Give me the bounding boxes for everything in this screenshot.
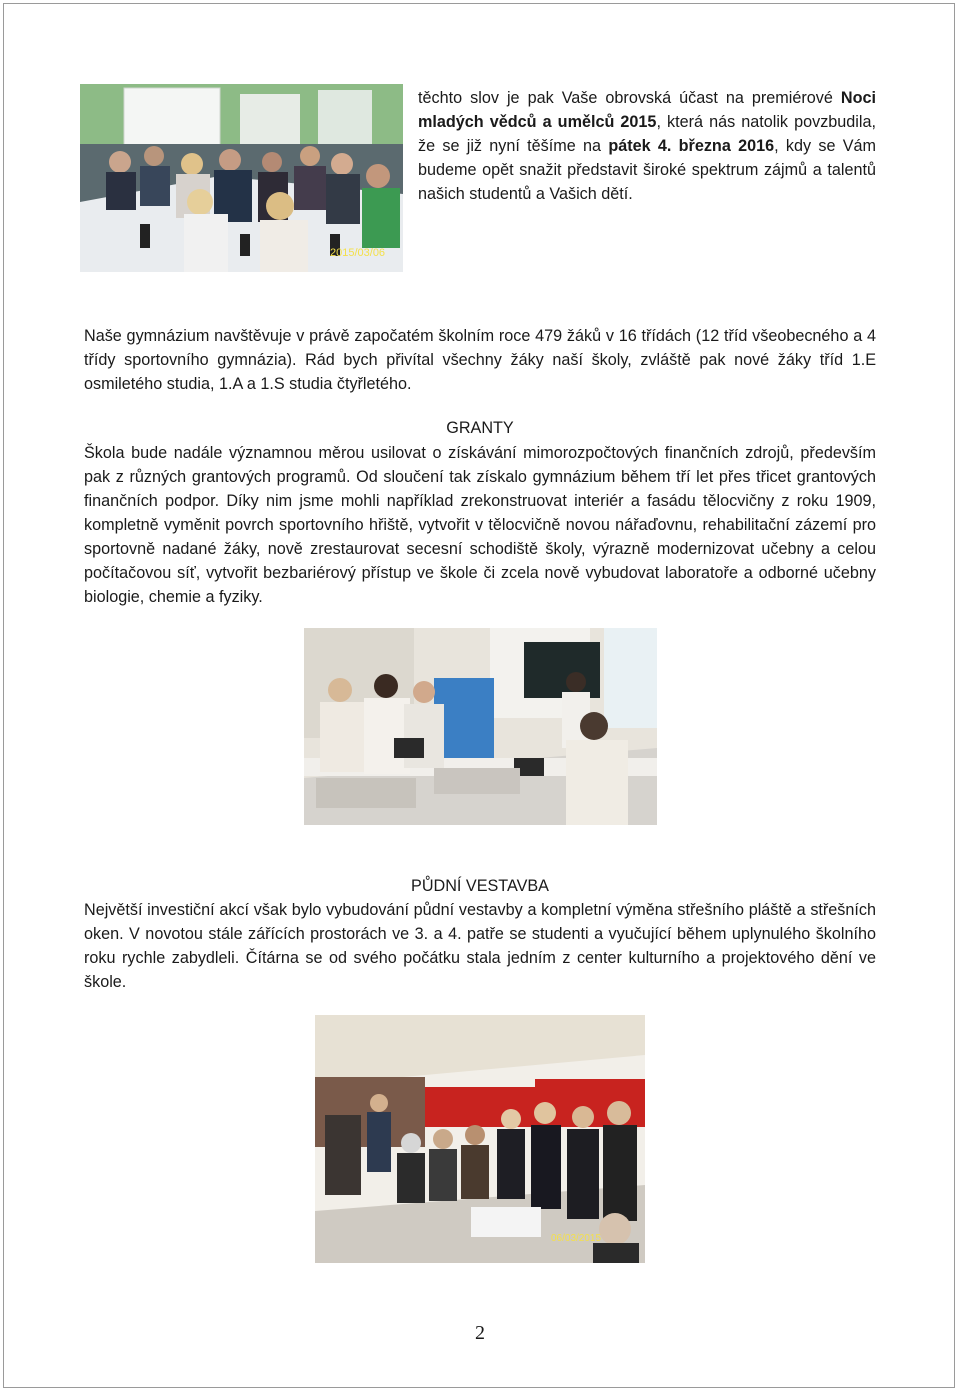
granty-heading: GRANTY (446, 419, 514, 437)
event-name: Noci mladých vědců a umělců 2015 (418, 89, 876, 131)
photo-chemistry-lab (304, 628, 657, 825)
photo-microscope-class-drawing (80, 84, 403, 272)
photo-chemistry-lab-drawing (304, 628, 657, 825)
vestavba-heading: PŮDNÍ VESTAVBA (411, 877, 549, 895)
students-paragraph: Naše gymnázium navštěvuje v právě započatém školním roce 479 žáků v 16 třídách (12 tříd všeobecného a 4 třídy sportovního gymnázia). Rád bych přivítal všechny žáky naší školy, zvláště pak nové žáky tříd 1.E osmiletého studia, 1.A a 1.S studia čtyřletého. (84, 327, 876, 393)
page-number: 2 (475, 1322, 485, 1344)
intro-text-1: těchto slov je pak Vaše obrovská účast na premiérové (418, 89, 841, 107)
intro-text-2: , která nás natolik povzbudila, že se již nyní těšíme na (418, 113, 876, 155)
intro-text-3: , kdy se Vám budeme opět snažit představit široké spektrum zájmů a talentů našich studentů a Vašich dětí. (418, 137, 876, 203)
event-date: pátek 4. března 2016 (608, 137, 775, 155)
photo-timestamp-3: 06/03/2015 (551, 1233, 602, 1244)
photo-library-audience-drawing (315, 1015, 645, 1263)
photo-timestamp-1: 2015/03/06 (330, 247, 386, 259)
photo-library-audience (315, 1015, 645, 1263)
granty-paragraph: Škola bude nadále významnou měrou usilovat o získávání mimorozpočtových finančních zdrojů, především pak z různých grantových programů. Od sloučení tak získalo gymnázium během tří let přes třicet grantových finančních podpor. Díky nim jsme mohli například zrekonstruovat interiér a fasádu tělocvičny z roku 1909, kompletně vyměnit povrch sportovního hřiště, vytvořit v tělocvičně novou nářaďovnu, rehabilitační zázemí pro sportovně nadané žáky, nově zrestaurovat secesní schodiště školy, výrazně modernizovat učebny a celou počítačovou síť, vytvořit bezbariérový přístup ve škole či zcela nově vybudovat laboratoře a odborné učebny biologie, chemie a fyziky. (84, 444, 876, 606)
vestavba-paragraph: Největší investiční akcí však bylo vybudování půdní vestavby a kompletní výměna střešního pláště a střešních oken. V novotou stále zářících prostorách ve 3. a 4. patře se studenti a vyučující během uplynulého školního roku rychle zabydleli. Čítárna se od svého počátku stala jedním z center kulturního a projektového dění ve škole. (84, 901, 876, 991)
photo-microscope-class (80, 84, 403, 272)
intro-paragraph (418, 86, 876, 206)
